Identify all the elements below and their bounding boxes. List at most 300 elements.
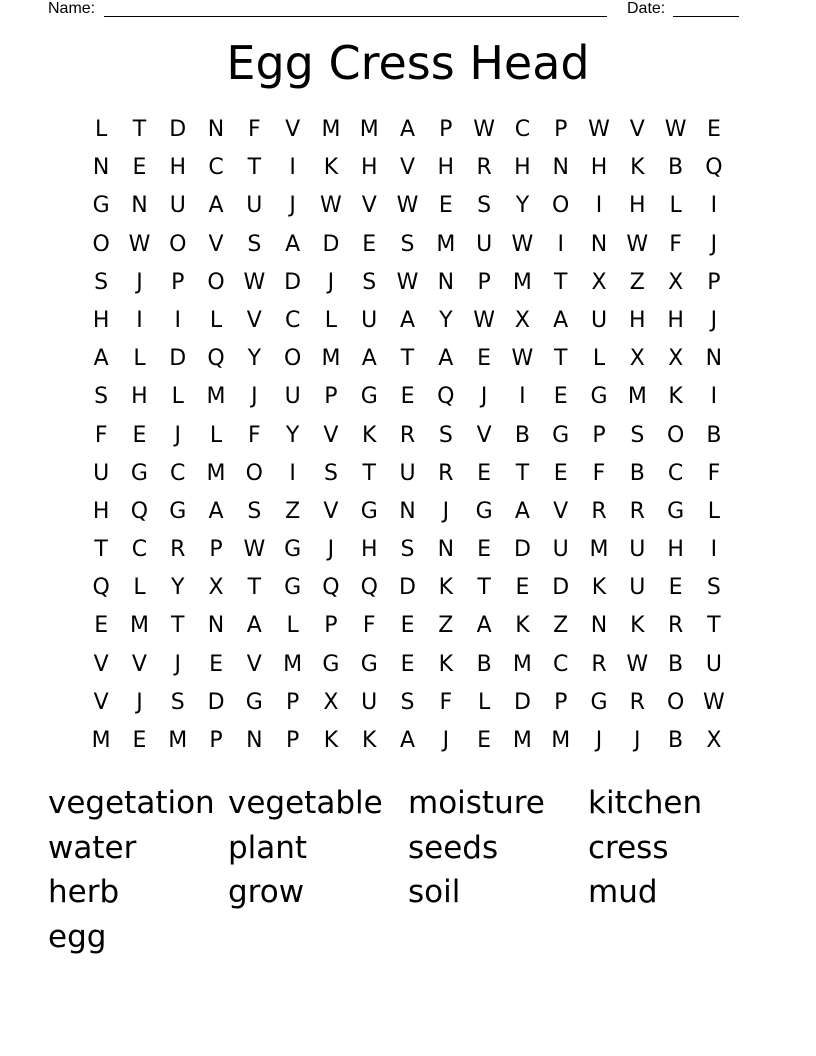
grid-cell: Q xyxy=(360,575,378,601)
grid-cell: C xyxy=(208,155,224,181)
grid-cell: J xyxy=(136,269,143,295)
grid-cell: T xyxy=(400,346,415,372)
grid-cell: E xyxy=(477,460,492,486)
grid-cell: G xyxy=(590,689,608,715)
grid-cell: K xyxy=(668,384,683,410)
grid-cell: A xyxy=(285,231,301,257)
grid-cell: O xyxy=(169,231,187,257)
grid-cell: I xyxy=(710,537,718,563)
grid-cell: P xyxy=(285,689,300,715)
grid-cell: W xyxy=(128,231,151,257)
grid-cell: P xyxy=(171,269,185,295)
grid-cell: U xyxy=(361,307,378,333)
grid-cell: M xyxy=(436,231,456,257)
grid-cell: D xyxy=(322,231,340,257)
grid-cell: L xyxy=(477,689,491,715)
grid-cell: I xyxy=(174,307,181,333)
grid-cell: J xyxy=(634,728,641,753)
grid-cell: M xyxy=(321,346,341,372)
grid-cell: W xyxy=(396,269,419,295)
grid-cell: E xyxy=(477,728,492,753)
grid-cell: V xyxy=(93,689,109,715)
grid-cell: K xyxy=(362,422,377,448)
grid-cell: A xyxy=(553,307,569,333)
grid-cell: I xyxy=(519,384,526,410)
grid-cell: J xyxy=(327,537,335,563)
grid-cell: R xyxy=(629,498,645,524)
grid-cell: N xyxy=(590,613,608,639)
grid-cell: C xyxy=(131,537,148,563)
word-list-item: soil xyxy=(408,874,461,910)
grid-cell: G xyxy=(360,498,378,524)
grid-cell: M xyxy=(91,728,111,753)
grid-cell: E xyxy=(553,384,568,410)
grid-cell: U xyxy=(361,689,378,715)
grid-cell: P xyxy=(554,689,568,715)
grid-cell: O xyxy=(92,231,110,257)
grid-cell: A xyxy=(246,613,262,639)
grid-cell: H xyxy=(360,155,378,181)
grid-cell: G xyxy=(169,498,187,524)
grid-cell: I xyxy=(136,307,143,333)
grid-cell: G xyxy=(475,498,493,524)
grid-cell: A xyxy=(476,613,492,639)
grid-cell: R xyxy=(170,537,186,563)
grid-cell: W xyxy=(473,307,495,333)
grid-cell: Z xyxy=(285,498,301,524)
grid-cell: A xyxy=(399,728,416,753)
grid-cell: J xyxy=(289,193,296,219)
grid-cell: H xyxy=(92,498,110,524)
grid-cell: M xyxy=(129,613,149,639)
grid-cell: R xyxy=(629,689,645,715)
grid-cell: M xyxy=(359,117,379,142)
grid-cell: I xyxy=(289,155,296,181)
grid-cell: N xyxy=(552,155,569,181)
grid-cell: L xyxy=(133,575,146,601)
grid-cell: S xyxy=(438,422,453,448)
grid-cell: Q xyxy=(705,155,723,181)
grid-cell: J xyxy=(136,689,143,715)
grid-cell: M xyxy=(283,651,303,677)
grid-cell: F xyxy=(592,460,606,486)
grid-cell: W xyxy=(664,117,687,142)
grid-cell: R xyxy=(591,498,607,524)
grid-cell: J xyxy=(710,231,718,257)
grid-cell: H xyxy=(92,307,110,333)
grid-cell: G xyxy=(245,689,263,715)
grid-cell: S xyxy=(362,269,377,295)
grid-cell: D xyxy=(169,346,187,372)
puzzle-title: Egg Cress Head xyxy=(226,36,590,90)
grid-cell: W xyxy=(473,117,495,142)
grid-cell: S xyxy=(477,193,492,219)
grid-cell: S xyxy=(323,460,338,486)
grid-cell: A xyxy=(399,117,416,142)
grid-cell: E xyxy=(362,231,377,257)
grid-cell: H xyxy=(629,193,646,219)
grid-cell: V xyxy=(629,117,645,142)
word-list-item: moisture xyxy=(408,785,545,821)
grid-cell: C xyxy=(284,307,301,333)
grid-cell: L xyxy=(286,613,299,639)
grid-cell: L xyxy=(592,346,606,372)
grid-cell: Y xyxy=(439,307,453,333)
grid-cell: N xyxy=(590,231,608,257)
grid-cell: N xyxy=(705,346,723,372)
grid-cell: H xyxy=(514,155,531,181)
grid-cell: J xyxy=(251,384,258,410)
grid-cell: U xyxy=(629,537,646,563)
grid-cell: U xyxy=(590,307,608,333)
grid-cell: O xyxy=(552,193,570,219)
word-list-item: mud xyxy=(588,874,658,910)
grid-cell: S xyxy=(170,689,185,715)
grid-cell: W xyxy=(626,231,649,257)
grid-cell: H xyxy=(169,155,187,181)
grid-cell: E xyxy=(132,728,147,753)
grid-cell: I xyxy=(710,384,718,410)
grid-cell: G xyxy=(284,537,302,563)
grid-cell: V xyxy=(361,193,377,219)
grid-cell: H xyxy=(667,307,684,333)
grid-cell: E xyxy=(400,651,415,677)
grid-cell: E xyxy=(477,346,492,372)
grid-cell: W xyxy=(626,651,649,677)
grid-cell: L xyxy=(707,498,721,524)
grid-cell: W xyxy=(511,231,534,257)
grid-cell: V xyxy=(246,651,262,677)
grid-cell: M xyxy=(551,728,571,753)
grid-cell: X xyxy=(591,269,607,295)
grid-cell: B xyxy=(668,728,684,753)
grid-cell: M xyxy=(512,269,532,295)
grid-cell: N xyxy=(207,613,225,639)
grid-cell: C xyxy=(170,460,186,486)
grid-cell: V xyxy=(553,498,569,524)
grid-cell: G xyxy=(322,651,340,677)
grid-cell: T xyxy=(553,346,568,372)
grid-cell: N xyxy=(207,117,225,142)
word-list xyxy=(48,781,768,959)
grid-cell: L xyxy=(171,384,184,410)
grid-cell: W xyxy=(511,346,534,372)
grid-cell: E xyxy=(553,460,568,486)
grid-cell: W xyxy=(588,117,610,142)
grid-cell: O xyxy=(245,460,263,486)
grid-cell: V xyxy=(285,117,301,142)
grid-cell: Y xyxy=(171,575,185,601)
grid-cell: E xyxy=(132,155,147,181)
grid-cell: Q xyxy=(437,384,455,410)
grid-cell: M xyxy=(321,117,341,142)
grid-cell: J xyxy=(595,728,603,753)
grid-cell: A xyxy=(93,346,109,372)
grid-cell: X xyxy=(208,575,224,601)
grid-cell: A xyxy=(399,307,416,333)
grid-cell: H xyxy=(131,384,148,410)
grid-cell: M xyxy=(512,728,532,753)
grid-cell: K xyxy=(438,651,454,677)
grid-cell: Z xyxy=(629,269,645,295)
grid-cell: U xyxy=(629,575,646,601)
grid-cell: D xyxy=(169,117,187,142)
grid-cell: X xyxy=(668,269,684,295)
grid-cell: W xyxy=(243,537,266,563)
grid-cell: O xyxy=(207,269,225,295)
word-list-item: kitchen xyxy=(588,785,703,821)
grid-cell: M xyxy=(512,651,532,677)
grid-cell: E xyxy=(668,575,683,601)
grid-cell: Z xyxy=(553,613,569,639)
grid-cell: G xyxy=(360,384,378,410)
grid-cell: K xyxy=(323,155,339,181)
grid-cell: J xyxy=(710,307,718,333)
grid-cell: X xyxy=(323,689,339,715)
letter-grid xyxy=(82,113,733,762)
grid-cell: C xyxy=(553,651,569,677)
grid-cell: U xyxy=(169,193,186,219)
grid-cell: J xyxy=(174,651,181,677)
grid-cell: I xyxy=(710,193,718,219)
grid-cell: S xyxy=(247,498,262,524)
grid-cell: W xyxy=(703,689,725,715)
grid-cell: M xyxy=(168,728,188,753)
word-list-item: plant xyxy=(228,829,308,866)
grid-cell: X xyxy=(706,728,722,753)
grid-cell: V xyxy=(476,422,492,448)
grid-cell: K xyxy=(630,613,645,639)
grid-cell: B xyxy=(668,155,684,181)
grid-cell: E xyxy=(438,193,453,219)
grid-cell: W xyxy=(396,193,419,219)
grid-cell: V xyxy=(323,498,339,524)
grid-cell: E xyxy=(132,422,147,448)
grid-cell: U xyxy=(552,537,569,563)
grid-cell: T xyxy=(94,537,108,563)
grid-cell: T xyxy=(247,575,262,601)
grid-cell: T xyxy=(171,613,185,639)
grid-cell: L xyxy=(669,193,682,219)
grid-cell: S xyxy=(400,537,415,563)
grid-cell: F xyxy=(439,689,453,715)
grid-cell: T xyxy=(515,460,530,486)
grid-cell: K xyxy=(591,575,607,601)
grid-cell: O xyxy=(666,422,685,448)
grid-cell: D xyxy=(207,689,225,715)
grid-cell: S xyxy=(630,422,645,448)
date-label: Date: xyxy=(627,0,666,17)
grid-cell: P xyxy=(707,269,721,295)
grid-cell: J xyxy=(442,728,450,753)
grid-cell: M xyxy=(589,537,609,563)
word-list-item: vegetation xyxy=(48,785,215,821)
grid-cell: K xyxy=(515,613,530,639)
grid-cell: G xyxy=(284,575,302,601)
grid-cell: P xyxy=(209,537,223,563)
grid-cell: T xyxy=(553,269,568,295)
grid-cell: H xyxy=(590,155,608,181)
grid-cell: K xyxy=(630,155,645,181)
grid-cell: L xyxy=(209,422,223,448)
grid-cell: G xyxy=(92,193,110,219)
grid-cell: X xyxy=(668,346,684,372)
grid-cell: P xyxy=(477,269,491,295)
grid-cell: J xyxy=(174,422,181,448)
grid-cell: N xyxy=(437,537,455,563)
grid-cell: Y xyxy=(285,422,300,448)
grid-cell: Q xyxy=(130,498,149,524)
grid-cell: F xyxy=(707,460,721,486)
grid-cell: V xyxy=(323,422,339,448)
grid-cell: F xyxy=(248,117,261,142)
grid-cell: U xyxy=(705,651,722,677)
word-list-item: seeds xyxy=(408,829,499,866)
grid-cell: N xyxy=(399,498,416,524)
grid-cell: N xyxy=(92,155,110,181)
header-row xyxy=(0,0,816,22)
grid-cell: S xyxy=(706,575,721,601)
grid-cell: F xyxy=(669,231,682,257)
grid-cell: R xyxy=(438,460,454,486)
name-blank-line xyxy=(104,16,607,17)
grid-cell: F xyxy=(94,422,108,448)
word-list-item: cress xyxy=(588,829,669,866)
grid-cell: A xyxy=(208,193,224,219)
grid-cell: U xyxy=(399,460,416,486)
grid-cell: B xyxy=(629,460,645,486)
grid-cell: U xyxy=(93,460,110,486)
grid-cell: U xyxy=(246,193,263,219)
grid-cell: S xyxy=(400,689,415,715)
grid-cell: E xyxy=(706,117,721,142)
grid-cell: H xyxy=(629,307,646,333)
grid-cell: B xyxy=(706,422,722,448)
grid-cell: C xyxy=(514,117,531,142)
grid-cell: B xyxy=(514,422,530,448)
grid-cell: V xyxy=(208,231,224,257)
grid-cell: N xyxy=(437,269,455,295)
grid-cell: G xyxy=(360,651,378,677)
grid-cell: G xyxy=(552,422,570,448)
grid-cell: M xyxy=(206,460,226,486)
grid-cell: S xyxy=(94,384,109,410)
grid-cell: Q xyxy=(207,346,225,372)
grid-cell: A xyxy=(361,346,377,372)
grid-cell: P xyxy=(209,728,223,753)
grid-cell: D xyxy=(399,575,416,601)
word-list-item: vegetable xyxy=(228,785,383,821)
word-list-item: egg xyxy=(48,918,107,955)
grid-cell: M xyxy=(206,384,226,410)
grid-cell: A xyxy=(438,346,454,372)
grid-cell: E xyxy=(209,651,223,677)
grid-cell: N xyxy=(131,193,148,219)
grid-cell: C xyxy=(667,460,684,486)
grid-cell: T xyxy=(247,155,262,181)
grid-cell: D xyxy=(513,689,531,715)
name-label: Name: xyxy=(48,0,96,17)
grid-cell: D xyxy=(284,269,302,295)
grid-cell: E xyxy=(94,613,109,639)
grid-cell: E xyxy=(515,575,530,601)
grid-cell: I xyxy=(595,193,603,219)
grid-cell: H xyxy=(667,537,684,563)
grid-cell: Y xyxy=(247,346,262,372)
grid-cell: F xyxy=(248,422,261,448)
grid-cell: E xyxy=(477,537,492,563)
grid-cell: Q xyxy=(92,575,110,601)
grid-cell: P xyxy=(324,384,338,410)
grid-cell: I xyxy=(557,231,564,257)
grid-cell: V xyxy=(131,651,147,677)
grid-cell: F xyxy=(362,613,376,639)
date-blank-line xyxy=(673,16,739,17)
grid-cell: L xyxy=(133,346,146,372)
grid-cell: V xyxy=(399,155,416,181)
grid-cell: Z xyxy=(438,613,454,639)
grid-cell: B xyxy=(476,651,492,677)
grid-cell: T xyxy=(132,117,147,142)
grid-cell: R xyxy=(591,651,607,677)
grid-cell: S xyxy=(400,231,415,257)
grid-cell: D xyxy=(552,575,570,601)
grid-cell: I xyxy=(289,460,296,486)
grid-cell: J xyxy=(327,269,335,295)
grid-cell: G xyxy=(590,384,608,410)
grid-cell: P xyxy=(554,117,568,142)
grid-cell: P xyxy=(592,422,606,448)
grid-cell: J xyxy=(442,498,450,524)
grid-cell: K xyxy=(438,575,454,601)
grid-cell: G xyxy=(130,460,148,486)
grid-cell: W xyxy=(243,269,266,295)
grid-cell: O xyxy=(666,689,685,715)
grid-cell: E xyxy=(400,613,415,639)
word-list-item: grow xyxy=(228,874,305,910)
grid-cell: L xyxy=(209,307,223,333)
grid-cell: A xyxy=(208,498,224,524)
grid-cell: T xyxy=(477,575,491,601)
grid-cell: L xyxy=(95,117,108,142)
grid-cell: Y xyxy=(515,193,530,219)
grid-cell: X xyxy=(629,346,645,372)
grid-cell: L xyxy=(324,307,338,333)
grid-cell: V xyxy=(93,651,109,677)
grid-cell: N xyxy=(246,728,263,753)
grid-cell: O xyxy=(283,346,302,372)
grid-cell: B xyxy=(668,651,684,677)
grid-cell: E xyxy=(400,384,415,410)
grid-cell: H xyxy=(360,537,378,563)
grid-cell: G xyxy=(667,498,685,524)
grid-cell: S xyxy=(247,231,262,257)
grid-cell: P xyxy=(439,117,453,142)
grid-cell: J xyxy=(480,384,488,410)
grid-cell: R xyxy=(399,422,416,448)
grid-cell: K xyxy=(362,728,377,753)
grid-cell: H xyxy=(437,155,455,181)
grid-cell: R xyxy=(476,155,492,181)
grid-cell: Q xyxy=(322,575,340,601)
grid-cell: P xyxy=(324,613,338,639)
grid-cell: T xyxy=(707,613,721,639)
grid-cell: W xyxy=(320,193,342,219)
grid-cell: U xyxy=(284,384,301,410)
grid-cell: P xyxy=(285,728,300,753)
grid-cell: R xyxy=(667,613,684,639)
grid-cell: M xyxy=(627,384,647,410)
